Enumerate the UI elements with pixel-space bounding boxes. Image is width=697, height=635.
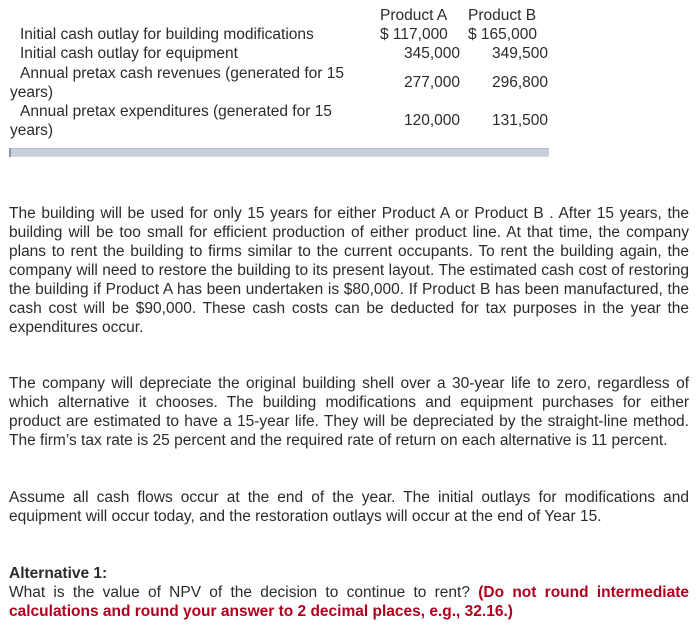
cell-b-pretax-revenues: 296,800 xyxy=(491,74,548,91)
cell-b-equipment: 349,500 xyxy=(491,45,548,62)
row-label-pretax-revenues: Annual pretax cash revenues (generated for 15 years) xyxy=(10,65,344,101)
row-label-equipment: Initial cash outlay for equipment xyxy=(20,45,238,62)
paragraph-depreciation: The company will depreciate the original building shell over a 30-year life to zero, regardless of which alternative it chooses. The building modifications and equipment purchases for either product are estimated to have a 15-year life. They will be depreciated by the straight-line method. The firm’s tax rate is 25 percent and the required rate of return on each alternative is 11 percent. xyxy=(9,375,689,449)
paragraph-assumptions: Assume all cash flows occur at the end of the year. The initial outlays for modifications and equipment will occur today, and the restoration outlays will occur at the end of Year 15. xyxy=(9,489,689,525)
question-text xyxy=(9,583,689,621)
cell-a-pretax-revenues: 277,000 xyxy=(403,74,460,91)
table-scrollbar[interactable] xyxy=(9,148,549,157)
header-product-b: Product B xyxy=(468,7,537,24)
row-label-pretax-expenditures: Annual pretax expenditures (generated for 15 years) xyxy=(10,103,332,139)
row-label-building-modifications: Initial cash outlay for building modifications xyxy=(20,26,314,43)
cell-b-building-modifications: $ 165,000 xyxy=(468,26,537,43)
scrollbar-thumb[interactable] xyxy=(9,148,11,157)
header-product-a: Product A xyxy=(380,7,448,24)
question-prompt: What is the value of NPV of the decision to continue to rent? xyxy=(9,584,470,601)
cell-a-pretax-expenditures: 120,000 xyxy=(403,112,460,129)
cell-b-pretax-expenditures: 131,500 xyxy=(491,112,548,129)
question-instruction: (Do not round intermediate calculations and round your answer to 2 decimal places, e.g., 32.16.) xyxy=(9,584,689,620)
cell-a-building-modifications: $ 117,000 xyxy=(380,26,448,43)
question-title: Alternative 1: xyxy=(9,565,108,582)
paragraph-building-use: The building will be used for only 15 years for either Product A or Product B . After 15 years, the building will be too small for efficient production of either product line. At that time, the company plans to rent the building to firms similar to the current occupants. To rent the building again, the company will need to restore the building to its present layout. The estimated cash cost of restoring the building if Product A has been undertaken is $80,000. If Product B has been manufactured, the cash cost will be $90,000. These cash costs can be deducted for tax purposes in the year the expenditures occur. xyxy=(9,205,689,336)
cell-a-equipment: 345,000 xyxy=(403,45,460,62)
